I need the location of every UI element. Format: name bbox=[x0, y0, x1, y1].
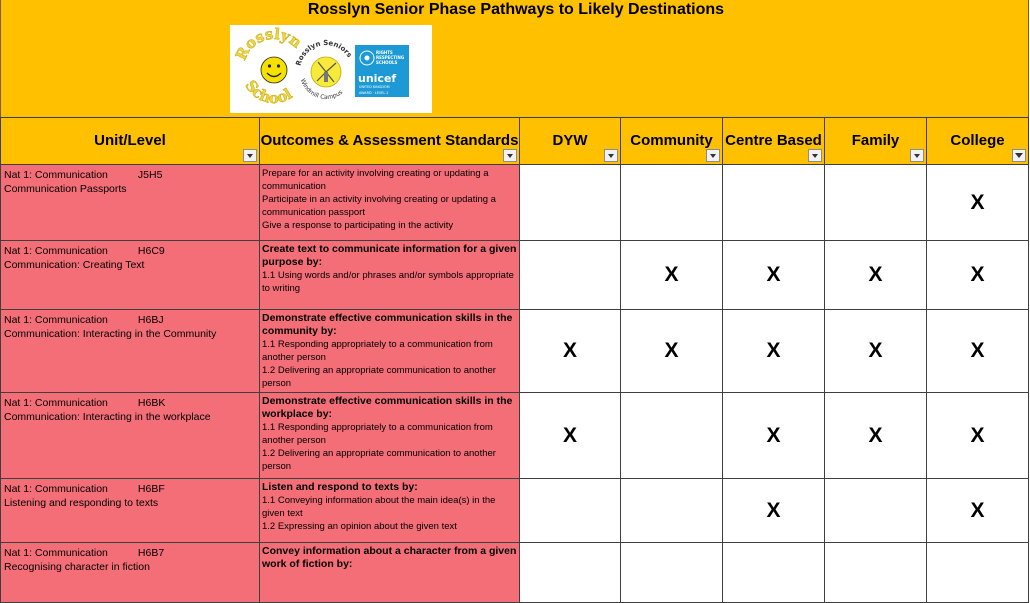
unit-cell[interactable] bbox=[1, 393, 260, 479]
table-row bbox=[1, 543, 1029, 603]
mark-cell-college[interactable]: X bbox=[927, 165, 1029, 241]
mark-cell-centre[interactable]: X bbox=[723, 393, 825, 479]
mark-cell-community[interactable] bbox=[621, 165, 723, 241]
mark-cell-family[interactable]: X bbox=[825, 393, 927, 479]
unit-cell[interactable] bbox=[1, 543, 260, 603]
column-header-outcomes: Outcomes & Assessment Standards bbox=[260, 118, 520, 165]
mark-cell-family[interactable] bbox=[825, 165, 927, 241]
column-header-centre: Centre Based bbox=[723, 118, 825, 165]
mark-cell-family[interactable] bbox=[825, 479, 927, 543]
outcome-line: 1.1 Using words and/or phrases and/or symbols appropriate to writing bbox=[262, 270, 514, 294]
mark-cell-dyw[interactable] bbox=[520, 165, 621, 241]
unit-cell[interactable] bbox=[1, 165, 260, 241]
mark-cell-community[interactable] bbox=[621, 543, 723, 603]
unit-code: H6C9 bbox=[137, 245, 165, 257]
outcome-line: 1.2 Delivering an appropriate communication to another person bbox=[262, 365, 496, 389]
unit-cell[interactable] bbox=[1, 310, 260, 393]
outcome-heading: Create text to communicate information for a given purpose by: bbox=[262, 243, 517, 268]
outcome-line: 1.1 Responding appropriately to a communication from another person bbox=[262, 339, 493, 363]
unit-code: H6BK bbox=[137, 397, 166, 409]
unicef-rrs-logo bbox=[355, 45, 409, 97]
mark-cell-community[interactable]: X bbox=[621, 241, 723, 310]
filter-dropdown-icon[interactable] bbox=[243, 149, 257, 162]
column-header-family: Family bbox=[825, 118, 927, 165]
svg-text:Rosslyn: Rosslyn bbox=[231, 25, 306, 64]
unit-name: Communication Passports bbox=[4, 183, 127, 195]
filter-applied-icon[interactable] bbox=[1012, 149, 1026, 162]
table-row bbox=[1, 165, 1029, 241]
column-header-college: College bbox=[927, 118, 1029, 165]
mark-cell-college[interactable]: X bbox=[927, 393, 1029, 479]
outcome-line: Prepare for an activity involving creating or updating a communication bbox=[262, 168, 489, 192]
column-header-dyw: DYW bbox=[520, 118, 621, 165]
unit-name: Listening and responding to texts bbox=[4, 497, 159, 509]
unit-level: Nat 1: Communication bbox=[4, 483, 108, 495]
unit-code: J5H5 bbox=[137, 169, 163, 181]
filter-dropdown-icon[interactable] bbox=[503, 149, 517, 162]
logo-box bbox=[230, 25, 432, 113]
page-title: Rosslyn Senior Phase Pathways to Likely Destinations bbox=[307, 1, 725, 18]
mark-cell-community[interactable]: X bbox=[621, 310, 723, 393]
outcome-line: 1.2 Delivering an appropriate communication to another person bbox=[262, 448, 496, 472]
svg-text:RIGHTS: RIGHTS bbox=[376, 50, 393, 55]
mark-cell-community[interactable] bbox=[621, 479, 723, 543]
outcomes-cell[interactable] bbox=[260, 393, 520, 479]
unit-level: Nat 1: Communication bbox=[4, 547, 108, 559]
column-header-unit: Unit/Level bbox=[1, 118, 260, 165]
filter-dropdown-icon[interactable] bbox=[808, 149, 822, 162]
table-row bbox=[1, 393, 1029, 479]
outcomes-cell[interactable] bbox=[260, 543, 520, 603]
table-row bbox=[1, 479, 1029, 543]
rosslyn-seniors-logo bbox=[295, 39, 354, 101]
rosslyn-school-logo bbox=[232, 25, 306, 107]
unit-level: Nat 1: Communication bbox=[4, 169, 108, 181]
unit-cell[interactable] bbox=[1, 479, 260, 543]
outcome-heading: Demonstrate effective communication skills in the community by: bbox=[262, 312, 513, 337]
mark-cell-dyw[interactable] bbox=[520, 241, 621, 310]
outcome-line: Give a response to participating in the activity bbox=[262, 220, 454, 231]
table-row bbox=[1, 310, 1029, 393]
svg-text:RESPECTING: RESPECTING bbox=[376, 55, 405, 60]
filter-dropdown-icon[interactable] bbox=[706, 149, 720, 162]
outcome-heading: Convey information about a character from a given work of fiction by: bbox=[262, 545, 517, 570]
unit-code: H6BF bbox=[137, 483, 165, 495]
outcome-line: Participate in an activity involving creating or updating a communication passport bbox=[262, 194, 496, 218]
mark-cell-centre[interactable] bbox=[723, 543, 825, 603]
outcome-line: 1.2 Expressing an opinion about the given text bbox=[262, 521, 457, 532]
title-banner bbox=[0, 0, 1029, 117]
unit-level: Nat 1: Communication bbox=[4, 397, 108, 409]
svg-text:Windmill Campus: Windmill Campus bbox=[298, 77, 345, 102]
mark-cell-centre[interactable]: X bbox=[723, 310, 825, 393]
outcome-line: 1.1 Responding appropriately to a communication from another person bbox=[262, 422, 493, 446]
table-row bbox=[1, 241, 1029, 310]
mark-cell-family[interactable] bbox=[825, 543, 927, 603]
unit-name: Communication: Interacting in the Community bbox=[4, 328, 217, 340]
mark-cell-community[interactable] bbox=[621, 393, 723, 479]
outcome-heading: Listen and respond to texts by: bbox=[262, 481, 418, 493]
mark-cell-college[interactable]: X bbox=[927, 479, 1029, 543]
mark-cell-college[interactable]: X bbox=[927, 241, 1029, 310]
unit-code: H6BJ bbox=[137, 314, 164, 326]
svg-text:UNITED KINGDOM: UNITED KINGDOM bbox=[359, 85, 390, 89]
mark-cell-college[interactable]: X bbox=[927, 310, 1029, 393]
logos-image bbox=[230, 25, 432, 113]
mark-cell-family[interactable]: X bbox=[825, 241, 927, 310]
outcome-line: 1.1 Conveying information about the main idea(s) in the given text bbox=[262, 495, 496, 519]
mark-cell-centre[interactable]: X bbox=[723, 241, 825, 310]
unit-cell[interactable] bbox=[1, 241, 260, 310]
column-header-community: Community bbox=[621, 118, 723, 165]
svg-text:unicef: unicef bbox=[358, 72, 397, 85]
mark-cell-dyw[interactable] bbox=[520, 543, 621, 603]
mark-cell-family[interactable]: X bbox=[825, 310, 927, 393]
header-row bbox=[1, 118, 1029, 165]
unit-level: Nat 1: Communication bbox=[4, 245, 108, 257]
svg-text:AWARD · LEVEL 2: AWARD · LEVEL 2 bbox=[359, 91, 389, 95]
mark-cell-dyw[interactable] bbox=[520, 479, 621, 543]
outcomes-cell[interactable] bbox=[260, 165, 520, 241]
unit-level: Nat 1: Communication bbox=[4, 314, 108, 326]
outcomes-cell[interactable] bbox=[260, 310, 520, 393]
mark-cell-college[interactable] bbox=[927, 543, 1029, 603]
outcome-heading: Demonstrate effective communication skills in the workplace by: bbox=[262, 395, 513, 420]
unit-name: Communication: Interacting in the workplace bbox=[4, 411, 211, 423]
outcomes-cell[interactable] bbox=[260, 241, 520, 310]
filter-dropdown-icon[interactable] bbox=[910, 149, 924, 162]
unit-name: Communication: Creating Text bbox=[4, 259, 145, 271]
unit-code: H6B7 bbox=[137, 547, 165, 559]
mark-cell-centre[interactable]: X bbox=[723, 479, 825, 543]
mark-cell-dyw[interactable]: X bbox=[520, 393, 621, 479]
mark-cell-centre[interactable] bbox=[723, 165, 825, 241]
filter-dropdown-icon[interactable] bbox=[604, 149, 618, 162]
svg-text:SCHOOLS: SCHOOLS bbox=[376, 60, 398, 65]
pathways-table bbox=[0, 117, 1029, 603]
svg-text:Rosslyn Seniors: Rosslyn Seniors bbox=[294, 38, 354, 67]
outcomes-cell[interactable] bbox=[260, 479, 520, 543]
unit-name: Recognising character in fiction bbox=[4, 561, 150, 573]
svg-text:School: School bbox=[241, 76, 296, 108]
mark-cell-dyw[interactable]: X bbox=[520, 310, 621, 393]
